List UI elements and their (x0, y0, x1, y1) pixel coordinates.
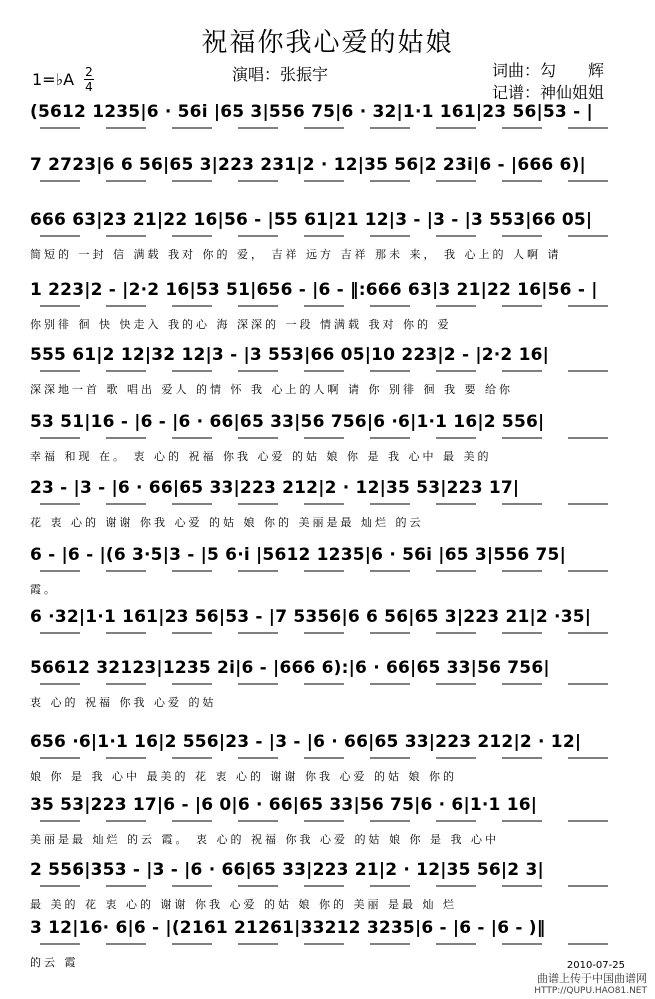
notation-row: 666 63|23 21|22 16|56 - |55 61|21 12|3 - |3 - |3 553|66 05| (30, 210, 593, 230)
beam-lines (30, 179, 630, 185)
lyric-row: 你别徘 徊 快 快走入 我的心 海 深深的 一段 情满载 我对 你的 爱 (30, 318, 452, 331)
notation-row: (5612 1235|6 · 56i |65 3|556 75|6 · 32|1·1 161|23 56|53 - | (30, 102, 593, 122)
beam-lines (30, 569, 630, 575)
transcriber-label: 记谱：神仙姐姐 (492, 83, 605, 102)
notation-row: 6 - |6 - |(6 3·5|3 - |5 6·i |5612 1235|6 · 56i |65 3|556 75| (30, 545, 566, 565)
footer-url: HTTP://QUPU.HAO81.NET (534, 986, 647, 996)
lyric-row: 霞。 (30, 583, 58, 596)
page-title: 祝福你我心爱的姑娘 (201, 28, 454, 58)
lyric-row: 简短的 一封 信 满载 我对 你的 爱， 吉祥 远方 吉祥 那未 来， 我 心上的 人啊 请 (30, 248, 562, 261)
footer-site: 曲谱上传于中国曲谱网 (537, 972, 647, 985)
beam-lines (30, 436, 630, 442)
date-label: 2010-07-25 (566, 960, 625, 971)
beam-lines (30, 234, 630, 240)
key-signature: 1=♭A (32, 70, 75, 89)
notation-row: 555 61|2 12|32 12|3 - |3 553|66 05|10 223|2 - |2·2 16| (30, 345, 550, 365)
notation-row: 2 556|353 - |3 - |6 · 66|65 33|223 21|2 · 12|35 56|2 3| (30, 860, 544, 880)
notation-row: 35 53|223 17|6 - |6 0|6 · 66|65 33|56 75|6 · 6|1·1 16| (30, 795, 538, 815)
notation-row: 3 12|16· 6|6 - |(2161 21261|33212 3235|6 - |6 - |6 - )‖ (30, 918, 546, 938)
time-signature (84, 66, 94, 93)
lyric-row: 娘 你 是 我 心中 最美的 花 衷 心的 谢谢 你我 心爱 的姑 娘 你的 (30, 770, 457, 783)
beam-lines (30, 304, 630, 310)
notation-row: 6 ·32|1·1 161|23 56|53 - |7 5356|6 6 56|65 3|223 21|2 ·35| (30, 607, 592, 627)
time-signature-bottom: 4 (85, 80, 93, 94)
beam-lines (30, 126, 630, 132)
footer (534, 972, 647, 998)
lyric-row: 花 衷 心的 谢谢 你我 心爱 的姑 娘 你的 美丽是最 灿烂 的云 (30, 516, 424, 529)
lyric-row: 深深地一首 歌 唱出 爱人 的情 怀 我 心上的人啊 请 你 别徘 徊 我 要 给你 (30, 383, 513, 396)
notation-row: 656 ·6|1·1 16|2 556|23 - |3 - |6 · 66|65 33|223 212|2 · 12| (30, 732, 582, 752)
notation-row: 1 223|2 - |2·2 16|53 51|656 - |6 - ‖:666 63|3 21|22 16|56 - | (30, 280, 598, 300)
notation-row: 7 2723|6 6 56|65 3|223 231|2 · 12|35 56|2 23i|6 - |666 6)| (30, 155, 586, 175)
beam-lines (30, 502, 630, 508)
notation-row: 23 - |3 - |6 · 66|65 33|223 212|2 · 12|35 53|223 17| (30, 478, 520, 498)
beam-lines (30, 884, 630, 890)
singer-label: 演唱：张振宇 (232, 65, 329, 84)
beam-lines (30, 756, 630, 762)
lyric-row: 幸福 和现 在。 衷 心的 祝福 你我 心爱 的姑 娘 你 是 我 心中 最 美的 (30, 450, 492, 463)
notation-row: 56612 32123|1235 2i|6 - |666 6):|6 · 66|65 33|56 756| (30, 658, 550, 678)
beam-lines (30, 682, 630, 688)
notation-row: 53 51|16 - |6 - |6 · 66|65 33|56 756|6 ·6|1·1 16|2 556| (30, 412, 545, 432)
beam-lines (30, 942, 630, 948)
lyric-row: 的云 霞 (30, 956, 79, 969)
time-signature-top: 2 (85, 65, 93, 79)
beam-lines (30, 819, 630, 825)
lyric-row: 最 美的 花 衷 心的 谢谢 你我 心爱 的姑 娘 你的 美丽 是最 灿 烂 (30, 898, 457, 911)
lyric-row: 衷 心的 祝福 你我 心爱 的姑 (30, 696, 217, 709)
lyric-row: 美丽是最 灿烂 的云 霞。 衷 心的 祝福 你我 心爱 的姑 娘 你 是 我 心中 (30, 833, 499, 846)
beam-lines (30, 631, 630, 637)
beam-lines (30, 369, 630, 375)
composer-label: 词曲：勾 辉 (492, 61, 605, 80)
